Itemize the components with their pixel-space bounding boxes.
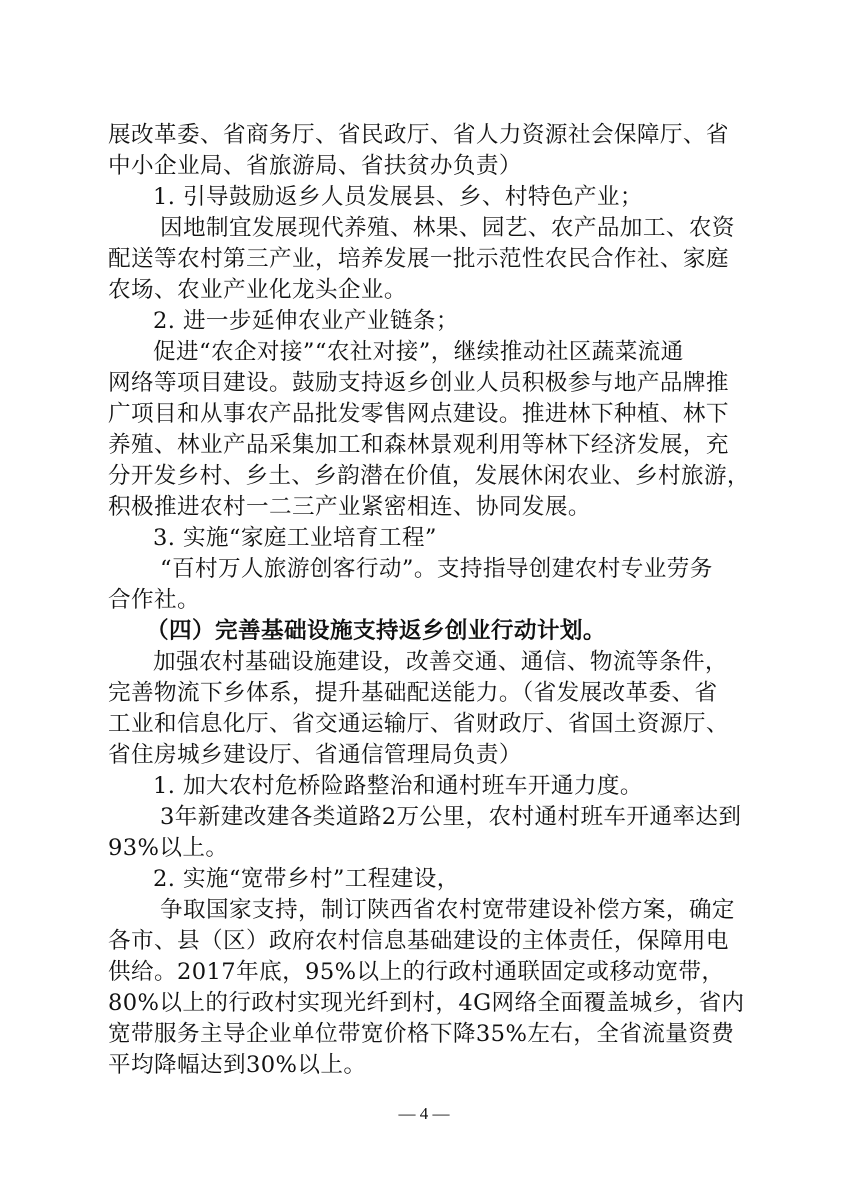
text-line: 争取国家支持，制订陕西省农村宽带建设补偿方案，确定	[160, 897, 735, 923]
text-line: 省住房城乡建设厅、省通信管理局负责）	[108, 742, 522, 768]
text-line: 因地制宜发展现代养殖、林果、园艺、农产品加工、农资	[160, 215, 735, 241]
text-line: 完善物流下乡体系，提升基础配送能力。（省发展改革委、省	[108, 680, 718, 706]
list-item-heading: 1. 加大农村危桥险路整治和通村班车开通力度。	[153, 773, 643, 799]
text-line: 加强农村基础设施建设，改善交通、通信、物流等条件，	[153, 649, 728, 675]
text-line: 养殖、林业产品采集加工和森林景观利用等林下经济发展，充	[108, 432, 729, 458]
text-line: 各市、县（区）政府农村信息基础建设的主体责任，保障用电	[108, 928, 729, 954]
section-heading: （四）完善基础设施支持返乡创业行动计划。	[146, 618, 606, 644]
text-line: 展改革委、省商务厅、省民政厅、省人力资源社会保障厅、省	[108, 122, 729, 148]
text-line: 广项目和从事农产品批发零售网点建设。推进林下种植、林下	[108, 401, 729, 427]
list-item-heading: 3. 实施“家庭工业培育工程”	[153, 525, 437, 551]
page-number: — 4 —	[398, 1104, 450, 1123]
text-line: 宽带服务主导企业单位带宽价格下降35%左右，全省流量资费	[108, 1021, 735, 1047]
text-line: 农场、农业产业化龙头企业。	[108, 277, 407, 303]
text-line: 93%以上。	[108, 835, 229, 861]
text-line: 配送等农村第三产业，培养发展一批示范性农民合作社、家庭	[108, 246, 729, 272]
list-item-heading: 1. 引导鼓励返乡人员发展县、乡、村特色产业；	[153, 184, 643, 210]
list-item-heading: 2. 进一步延伸农业产业链条；	[153, 308, 459, 334]
text-line: 中小企业局、省旅游局、省扶贫办负责）	[108, 153, 522, 179]
text-line: 3年新建改建各类道路2万公里，农村通村班车开通率达到	[160, 804, 742, 830]
text-line: 80%以上的行政村实现光纤到村，4G网络全面覆盖城乡，省内	[108, 990, 745, 1016]
text-line: 分开发乡村、乡土、乡韵潜在价值，发展休闲农业、乡村旅游，	[108, 463, 750, 489]
text-line: 合作社。	[108, 587, 200, 613]
text-line: 工业和信息化厅、省交通运输厅、省财政厅、省国土资源厅、	[108, 711, 729, 737]
text-line: 供给。2017年底，95%以上的行政村通联固定或移动宽带，	[108, 959, 725, 985]
text-line: 平均降幅达到30%以上。	[108, 1052, 367, 1078]
text-line: 网络等项目建设。鼓励支持返乡创业人员积极参与地产品牌推	[108, 370, 729, 396]
text-line: “百村万人旅游创客行动”。支持指导创建农村专业劳务	[160, 556, 713, 582]
text-line: 促进“农企对接”“农社对接”，继续推动社区蔬菜流通	[153, 339, 684, 365]
text-line: 积极推进农村一二三产业紧密相连、协同发展。	[108, 494, 591, 520]
list-item-heading: 2. 实施“宽带乡村”工程建设，	[153, 866, 460, 892]
